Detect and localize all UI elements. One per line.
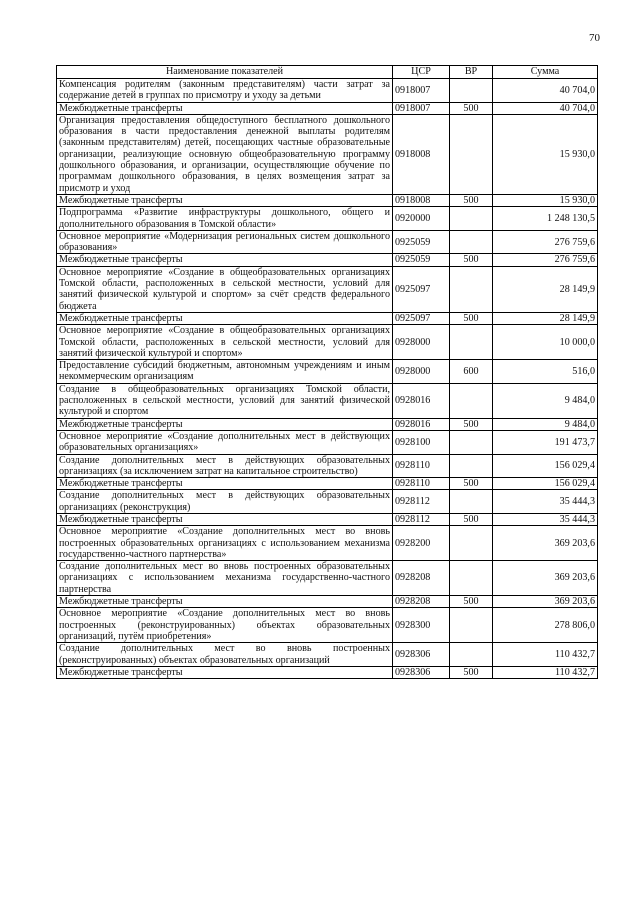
cell-sum: 15 930,0 (493, 194, 598, 206)
cell-name: Межбюджетные трансферты (57, 596, 393, 608)
column-header-vr: ВР (450, 66, 493, 79)
cell-name: Основное мероприятие «Модернизация региональных систем дошкольного образования» (57, 230, 393, 254)
cell-csr: 0928306 (393, 643, 450, 667)
cell-sum: 156 029,4 (493, 478, 598, 490)
cell-csr: 0928016 (393, 418, 450, 430)
table-row (57, 666, 598, 678)
cell-vr: 500 (450, 418, 493, 430)
table-row (57, 230, 598, 254)
cell-vr (450, 79, 493, 103)
cell-vr: 500 (450, 596, 493, 608)
column-header-sum: Сумма (493, 66, 598, 79)
cell-name: Компенсация родителям (законным представителям) части затрат за содержание детей в группах по присмотру и уходу за детьми (57, 79, 393, 103)
cell-csr: 0928300 (393, 608, 450, 643)
cell-csr: 0925097 (393, 266, 450, 312)
cell-sum: 35 444,3 (493, 490, 598, 514)
table-row (57, 114, 598, 194)
cell-vr (450, 266, 493, 312)
cell-name: Создание дополнительных мест во вновь построенных (реконструированных) объектах образовательных организаций (57, 643, 393, 667)
cell-csr: 0928112 (393, 513, 450, 525)
table-row (57, 490, 598, 514)
cell-sum: 369 203,6 (493, 561, 598, 596)
cell-sum: 9 484,0 (493, 383, 598, 418)
cell-csr: 0928110 (393, 454, 450, 478)
cell-sum: 15 930,0 (493, 114, 598, 194)
cell-sum: 191 473,7 (493, 430, 598, 454)
cell-sum: 40 704,0 (493, 79, 598, 103)
table-row (57, 418, 598, 430)
cell-name: Предоставление субсидий бюджетным, автономным учреждениям и иным некоммерческим организациям (57, 360, 393, 384)
cell-vr (450, 526, 493, 561)
cell-csr: 0925059 (393, 254, 450, 266)
cell-csr: 0928208 (393, 561, 450, 596)
budget-table (56, 65, 598, 679)
table-row (57, 430, 598, 454)
cell-vr: 600 (450, 360, 493, 384)
cell-name: Организация предоставления общедоступного бесплатного дошкольного образования в части предоставления денежной выплаты родителям (законным представителям) детей, посещающих частные образовательные организации, реализующие основную общеобразовательную программу дошкольного образования, и организации, осуществляющие обучение по программам дошкольного образования, в целях возмещения затрат за присмотр и уход (57, 114, 393, 194)
cell-csr: 0928306 (393, 666, 450, 678)
cell-sum: 110 432,7 (493, 643, 598, 667)
column-header-csr: ЦСР (393, 66, 450, 79)
cell-sum: 369 203,6 (493, 596, 598, 608)
table-row (57, 194, 598, 206)
cell-vr: 500 (450, 478, 493, 490)
cell-csr: 0918007 (393, 102, 450, 114)
cell-sum: 276 759,6 (493, 254, 598, 266)
cell-sum: 28 149,9 (493, 266, 598, 312)
cell-vr (450, 561, 493, 596)
cell-vr (450, 454, 493, 478)
cell-sum: 276 759,6 (493, 230, 598, 254)
cell-name: Межбюджетные трансферты (57, 312, 393, 324)
cell-sum: 110 432,7 (493, 666, 598, 678)
cell-name: Основное мероприятие «Создание дополнительных мест во вновь построенных (реконструированных) объектах образовательных организаций, путём приобретения» (57, 608, 393, 643)
cell-name: Основное мероприятие «Создание дополнительных мест во вновь построенных образовательных организациях с использованием механизма государственно-частного партнерства» (57, 526, 393, 561)
cell-name: Создание дополнительных мест в действующих образовательных организациях (реконструкция) (57, 490, 393, 514)
cell-name: Основное мероприятие «Создание в общеобразовательных организациях Томской области, расположенных в сельской местности, условий для занятий физической культурой и спортом» за счёт средств федерального бюджета (57, 266, 393, 312)
table-row (57, 454, 598, 478)
cell-name: Создание дополнительных мест во вновь построенных образовательных организациях с использованием механизма государственно-частного партнерства (57, 561, 393, 596)
cell-csr: 0928208 (393, 596, 450, 608)
cell-vr: 500 (450, 513, 493, 525)
cell-name: Создание дополнительных мест в действующих образовательных организациях (за исключением затрат на капитальное строительство) (57, 454, 393, 478)
cell-name: Межбюджетные трансферты (57, 513, 393, 525)
table-header-row (57, 66, 598, 79)
cell-vr (450, 325, 493, 360)
page-number: 70 (589, 32, 600, 44)
cell-csr: 0928200 (393, 526, 450, 561)
cell-sum: 369 203,6 (493, 526, 598, 561)
cell-csr: 0918008 (393, 114, 450, 194)
cell-sum: 9 484,0 (493, 418, 598, 430)
cell-sum: 10 000,0 (493, 325, 598, 360)
cell-vr: 500 (450, 312, 493, 324)
cell-name: Создание в общеобразовательных организациях Томской области, расположенных в сельской местности, условий для занятий физической культурой и спортом (57, 383, 393, 418)
table-row (57, 561, 598, 596)
cell-vr (450, 383, 493, 418)
cell-name: Межбюджетные трансферты (57, 666, 393, 678)
cell-name: Основное мероприятие «Создание дополнительных мест в действующих образовательных организациях» (57, 430, 393, 454)
cell-name: Межбюджетные трансферты (57, 254, 393, 266)
cell-csr: 0928110 (393, 478, 450, 490)
column-header-name: Наименование показателей (57, 66, 393, 79)
table-row (57, 608, 598, 643)
table-row (57, 643, 598, 667)
cell-sum: 28 149,9 (493, 312, 598, 324)
cell-csr: 0918007 (393, 79, 450, 103)
table-row (57, 478, 598, 490)
table-row (57, 383, 598, 418)
cell-vr: 500 (450, 254, 493, 266)
cell-csr: 0928112 (393, 490, 450, 514)
cell-vr (450, 207, 493, 231)
cell-name: Межбюджетные трансферты (57, 418, 393, 430)
cell-name: Подпрограмма «Развитие инфраструктуры дошкольного, общего и дополнительного образования в Томской области» (57, 207, 393, 231)
cell-csr: 0925097 (393, 312, 450, 324)
cell-sum: 40 704,0 (493, 102, 598, 114)
table-row (57, 596, 598, 608)
cell-vr (450, 430, 493, 454)
cell-vr: 500 (450, 102, 493, 114)
table-row (57, 79, 598, 103)
cell-csr: 0928000 (393, 360, 450, 384)
table-row (57, 266, 598, 312)
cell-sum: 35 444,3 (493, 513, 598, 525)
cell-vr (450, 608, 493, 643)
table-row (57, 102, 598, 114)
cell-vr (450, 643, 493, 667)
cell-vr (450, 230, 493, 254)
table-row (57, 513, 598, 525)
table-row (57, 526, 598, 561)
cell-csr: 0925059 (393, 230, 450, 254)
cell-sum: 516,0 (493, 360, 598, 384)
table-row (57, 325, 598, 360)
table-row (57, 254, 598, 266)
cell-csr: 0928000 (393, 325, 450, 360)
cell-name: Межбюджетные трансферты (57, 102, 393, 114)
cell-sum: 1 248 130,5 (493, 207, 598, 231)
cell-vr (450, 114, 493, 194)
cell-vr (450, 490, 493, 514)
cell-sum: 278 806,0 (493, 608, 598, 643)
cell-vr: 500 (450, 194, 493, 206)
cell-vr: 500 (450, 666, 493, 678)
cell-sum: 156 029,4 (493, 454, 598, 478)
table-row (57, 312, 598, 324)
cell-name: Межбюджетные трансферты (57, 478, 393, 490)
cell-csr: 0918008 (393, 194, 450, 206)
table-row (57, 207, 598, 231)
table-row (57, 360, 598, 384)
cell-name: Межбюджетные трансферты (57, 194, 393, 206)
cell-csr: 0928016 (393, 383, 450, 418)
cell-csr: 0920000 (393, 207, 450, 231)
cell-csr: 0928100 (393, 430, 450, 454)
cell-name: Основное мероприятие «Создание в общеобразовательных организациях Томской области, расположенных в сельской местности, условий для занятий физической культурой и спортом» (57, 325, 393, 360)
